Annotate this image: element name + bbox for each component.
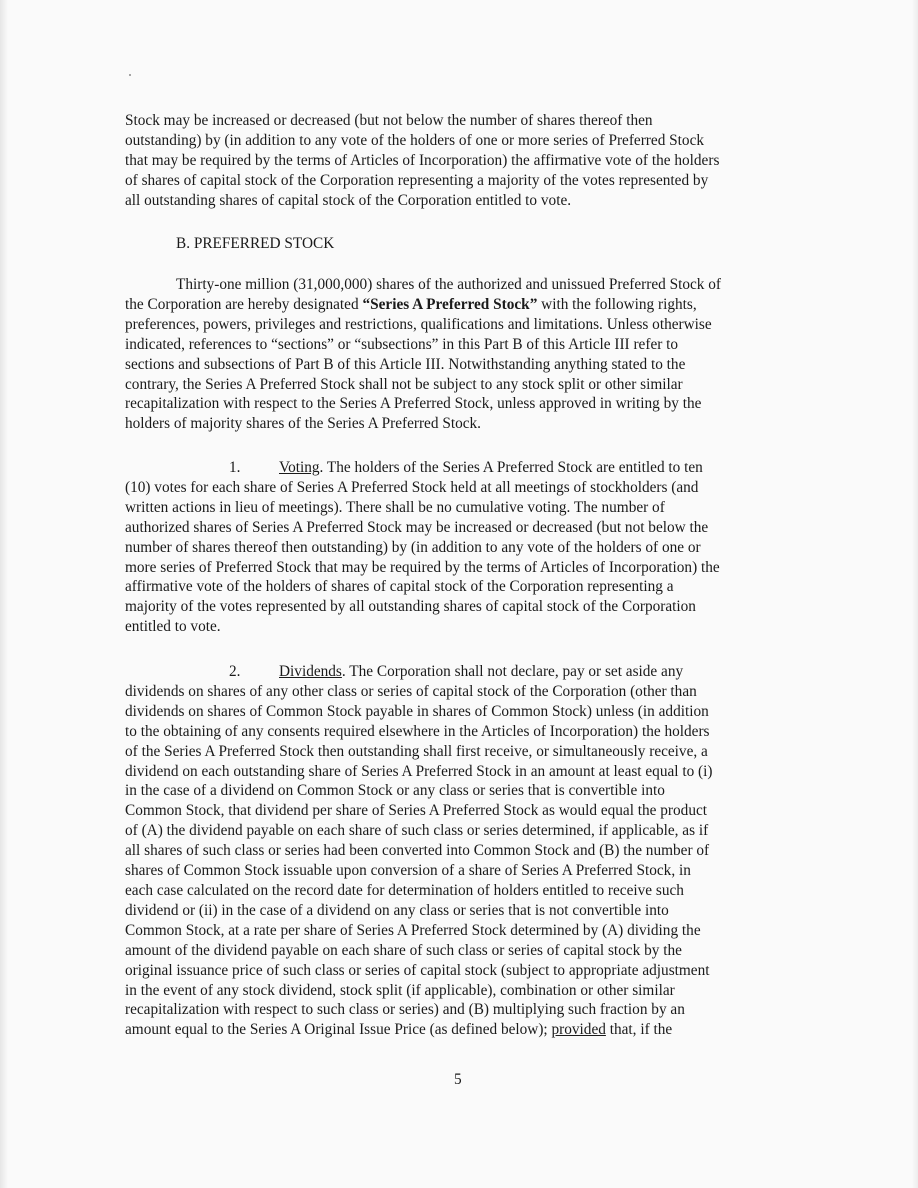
intro-paragraph — [125, 111, 805, 211]
text-line: in the case of a dividend on Common Stock or any class or series that is convertible into — [125, 782, 665, 800]
text-line — [125, 295, 805, 315]
text-line: all shares of such class or series had been converted into Common Stock and (B) the number of — [125, 842, 710, 860]
text-line: amount of the dividend payable on each share of such class or series of capital stock by the — [125, 941, 682, 959]
text-line: dividend on each outstanding share of Series A Preferred Stock in an amount at least equal to (i) — [125, 762, 713, 780]
text-line: all outstanding shares of capital stock of the Corporation entitled to vote. — [125, 191, 572, 209]
text-line: written actions in lieu of meetings). There shall be no cumulative voting. The number of — [125, 498, 665, 516]
text-line: (10) votes for each share of Series A Preferred Stock held at all meetings of stockholders (and — [125, 478, 699, 496]
text-fragment: with the following rights, — [537, 295, 697, 313]
text-line: original issuance price of such class or series of capital stock (subject to appropriate adjustment — [125, 961, 710, 979]
text-line: contrary, the Series A Preferred Stock shall not be subject to any stock split or other similar — [125, 375, 683, 393]
text-line — [125, 662, 805, 682]
scan-speck — [129, 74, 131, 76]
page-number: 5 — [454, 1071, 462, 1088]
text-line: affirmative vote of the holders of shares of capital stock of the Corporation representing a — [125, 578, 674, 596]
text-line: dividend or (ii) in the case of a dividend on any class or series that is not convertible into — [125, 901, 669, 919]
text-line: in the event of any stock dividend, stock split (if applicable), combination or other similar — [125, 981, 675, 999]
proviso-term: provided — [551, 1021, 606, 1039]
text-line: more series of Preferred Stock that may be required by the terms of Articles of Incorporation) the — [125, 558, 720, 576]
text-line: authorized shares of Series A Preferred Stock may be increased or decreased (but not below the — [125, 518, 709, 536]
text-fragment: amount equal to the Series A Original Issue Price (as defined below); — [125, 1021, 552, 1039]
text-fragment: . The holders of the Series A Preferred Stock are entitled to ten — [319, 459, 703, 476]
text-line: Stock may be increased or decreased (but not below the number of shares thereof then — [125, 112, 653, 129]
text-line: of shares of capital stock of the Corporation representing a majority of the votes represented by — [125, 171, 709, 189]
text-line: sections and subsections of Part B of this Article III. Notwithstanding anything stated to the — [125, 355, 686, 373]
voting-section — [125, 458, 805, 637]
text-line: dividends on shares of any other class or series of capital stock of the Corporation (other than — [125, 682, 697, 700]
scan-edge-right — [912, 0, 918, 1188]
text-line — [125, 1020, 805, 1040]
text-fragment: that, if the — [605, 1021, 673, 1039]
text-line: recapitalization with respect to such class or series) and (B) multiplying such fraction by an — [125, 1001, 685, 1019]
text-line: of the Series A Preferred Stock then outstanding shall first receive, or simultaneously receive, a — [125, 742, 708, 760]
section-heading: B. PREFERRED STOCK — [176, 235, 335, 252]
text-line: preferences, powers, privileges and restrictions, qualifications and limitations. Unless otherwise — [125, 315, 712, 333]
text-line: that may be required by the terms of Articles of Incorporation) the affirmative vote of the holders — [125, 151, 720, 169]
scan-edge-left — [0, 0, 8, 1188]
text-line: Common Stock, at a rate per share of Series A Preferred Stock determined by (A) dividing the — [125, 921, 701, 939]
text-line: each case calculated on the record date for determination of holders entitled to receive such — [125, 881, 684, 899]
text-line: Thirty-one million (31,000,000) shares of the authorized and unissued Preferred Stock of — [176, 276, 722, 293]
dividends-section — [125, 662, 805, 1040]
defined-term: “Series A Preferred Stock” — [362, 295, 538, 313]
text-line: Common Stock, that dividend per share of Series A Preferred Stock as would equal the product — [125, 802, 708, 820]
text-line: of (A) the dividend payable on each share of such class or series determined, if applicable, as if — [125, 822, 709, 840]
text-line: indicated, references to “sections” or “subsections” in this Part B of this Article III refer to — [125, 335, 679, 353]
preferred-stock-paragraph — [125, 275, 805, 434]
text-line: shares of Common Stock issuable upon conversion of a share of Series A Preferred Stock, in — [125, 862, 691, 880]
text-line: to the obtaining of any consents required elsewhere in the Articles of Incorporation) the holders — [125, 722, 710, 740]
text-line — [125, 458, 805, 478]
text-fragment: . The Corporation shall not declare, pay or set aside any — [341, 663, 684, 680]
section-title: Voting — [279, 459, 320, 476]
text-line: number of shares thereof then outstanding) by (in addition to any vote of the holders of one or — [125, 538, 701, 556]
text-line: holders of majority shares of the Series A Preferred Stock. — [125, 415, 481, 433]
text-line: majority of the votes represented by all outstanding shares of capital stock of the Corporation — [125, 598, 696, 616]
section-number: 1. — [229, 459, 241, 476]
text-line: recapitalization with respect to the Series A Preferred Stock, unless approved in writing by the — [125, 395, 702, 413]
text-line: entitled to vote. — [125, 618, 221, 636]
section-number: 2. — [229, 663, 241, 680]
text-line: outstanding) by (in addition to any vote of the holders of one or more series of Preferred Stock — [125, 131, 705, 149]
section-title: Dividends — [279, 663, 342, 680]
text-line: dividends on shares of Common Stock payable in shares of Common Stock) unless (in addition — [125, 702, 709, 720]
text-fragment: the Corporation are hereby designated — [125, 295, 363, 313]
